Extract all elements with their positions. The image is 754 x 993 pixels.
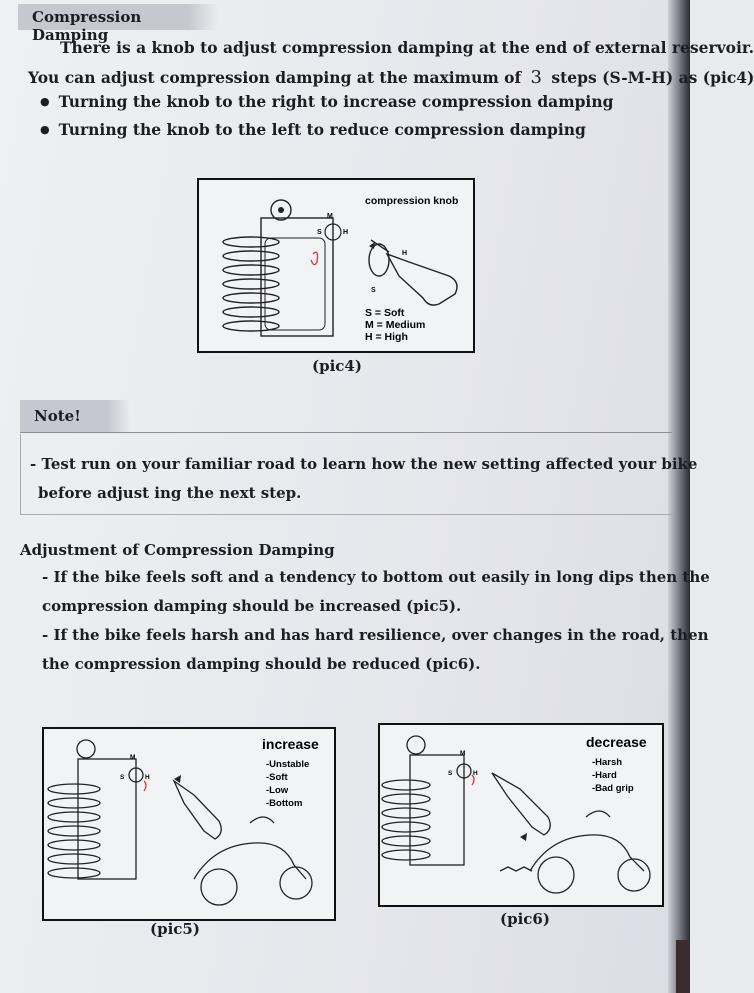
note-divider bbox=[20, 432, 672, 433]
pic5-m: M bbox=[130, 754, 136, 761]
pic4-legend-high: H = High bbox=[365, 331, 408, 343]
intro-line-1: There is a knob to adjust compression damping at the end of external reservoir. bbox=[60, 38, 754, 57]
pic6-illustration bbox=[380, 725, 662, 905]
bullet-left bbox=[40, 120, 586, 139]
pic6-item-2: -Hard bbox=[592, 770, 617, 781]
pic5-illustration bbox=[44, 729, 334, 919]
pic6-item-3: -Bad grip bbox=[592, 783, 634, 794]
pic4-legend-medium: M = Medium bbox=[365, 319, 426, 331]
pic4-knob-m: M bbox=[327, 213, 333, 220]
intro-line-2-a: You can adjust compression damping at the maximum of bbox=[28, 68, 522, 87]
pic5-item-2: -Soft bbox=[266, 772, 288, 783]
note-box bbox=[20, 434, 674, 515]
bullet-right bbox=[40, 92, 613, 111]
pic5-caption: (pic5) bbox=[150, 920, 200, 938]
pic6-h: H bbox=[473, 770, 478, 777]
pic5-item-3: -Low bbox=[266, 785, 289, 796]
pic5-h: H bbox=[145, 774, 150, 781]
page-edge-dark bbox=[676, 940, 690, 993]
pic5-item-1: -Unstable bbox=[266, 759, 310, 770]
pic6-s: S bbox=[448, 770, 453, 777]
adjustment-item2-line1: - If the bike feels harsh and has hard resilience, over changes in the road, then bbox=[42, 626, 709, 644]
intro-line-2-b: steps (S-M-H) as (pic4) bbox=[551, 68, 754, 87]
pic6-item-1: -Harsh bbox=[592, 757, 623, 768]
pic4-legend-soft: S = Soft bbox=[365, 307, 405, 319]
note-line-1: - Test run on your familiar road to learn how the new setting affected your bike bbox=[30, 455, 698, 473]
pic4-title: compression knob bbox=[365, 195, 459, 207]
shock-absorber-illustration bbox=[199, 180, 473, 351]
intro-steps-number: 3 bbox=[530, 67, 542, 88]
intro-line-2 bbox=[28, 67, 754, 88]
adjustment-item1-line1: - If the bike feels soft and a tendency to bottom out easily in long dips then the bbox=[42, 568, 710, 586]
pic6-figure bbox=[378, 723, 664, 907]
bullet-left-text: Turning the knob to the left to reduce compression damping bbox=[58, 120, 586, 139]
note-label: Note! bbox=[34, 407, 81, 425]
pic6-title: decrease bbox=[586, 734, 647, 750]
pic5-title: increase bbox=[262, 736, 319, 752]
pic4-figure bbox=[197, 178, 475, 353]
section-heading-tab bbox=[18, 4, 218, 44]
adjustment-heading: Adjustment of Compression Damping bbox=[20, 541, 335, 559]
pic6-caption: (pic6) bbox=[500, 910, 550, 928]
bullet-right-text: Turning the knob to the right to increase compression damping bbox=[58, 92, 614, 111]
pic4-screw-s: S bbox=[371, 287, 376, 294]
pic4-knob-h: H bbox=[343, 229, 349, 236]
pic5-item-4: -Bottom bbox=[266, 798, 303, 809]
adjustment-item2-line2: the compression damping should be reduced (pic6). bbox=[42, 655, 481, 673]
pic5-s: S bbox=[120, 774, 125, 781]
adjustment-item1-line2: compression damping should be increased (pic5). bbox=[42, 597, 462, 615]
pic4-knob-s: S bbox=[317, 229, 322, 236]
pic4-caption: (pic4) bbox=[312, 357, 362, 375]
pic4-screw-h: H bbox=[402, 250, 408, 257]
note-line-2: before adjust ing the next step. bbox=[38, 484, 302, 502]
pic5-figure bbox=[42, 727, 336, 921]
pic6-m: M bbox=[460, 750, 466, 757]
section-title: Compression Damping bbox=[32, 8, 142, 44]
note-label-bar bbox=[20, 400, 130, 432]
